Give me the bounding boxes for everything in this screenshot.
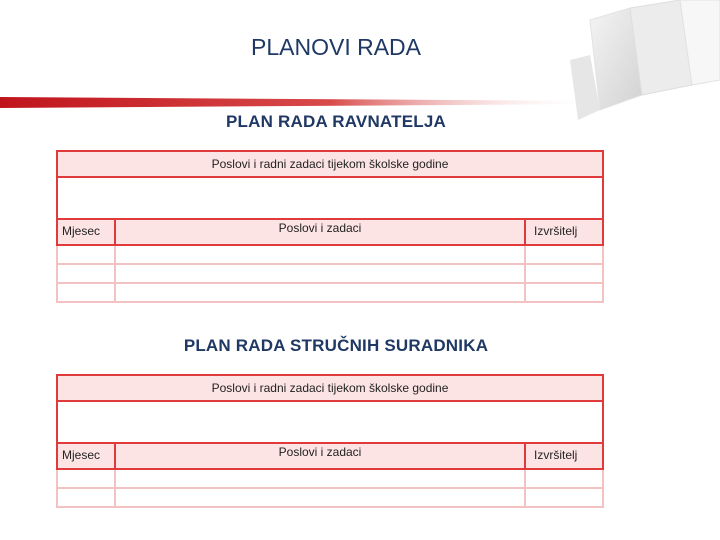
column-header-executor: Izvršitelj <box>525 443 603 469</box>
table-blank-row <box>57 177 603 219</box>
plan-table-ravnatelja <box>56 150 604 303</box>
table-header-row <box>57 375 603 401</box>
red-divider-line <box>0 95 600 109</box>
column-header-month: Mjesec <box>57 219 115 245</box>
column-header-tasks: Poslovi i zadaci <box>115 443 525 469</box>
table-row <box>57 264 603 283</box>
table-row <box>57 488 603 507</box>
table-row <box>57 245 603 264</box>
table-blank-row <box>57 401 603 443</box>
table-header-row <box>57 151 603 177</box>
table-column-header-row <box>57 443 603 469</box>
table-row <box>57 469 603 488</box>
table-row <box>57 283 603 302</box>
table-header-cell: Poslovi i radni zadaci tijekom školske godine <box>57 375 603 401</box>
section-heading-strucnih-suradnika: PLAN RADA STRUČNIH SURADNIKA <box>183 336 489 355</box>
section-heading-ravnatelja: PLAN RADA RAVNATELJA <box>226 112 446 131</box>
table-column-header-row <box>57 219 603 245</box>
column-header-month: Mjesec <box>57 443 115 469</box>
column-header-executor: Izvršitelj <box>525 219 603 245</box>
decorative-blocks-graphic <box>570 0 720 120</box>
slide-title: PLANOVI RADA <box>251 34 421 60</box>
column-header-tasks: Poslovi i zadaci <box>115 219 525 245</box>
table-header-cell: Poslovi i radni zadaci tijekom školske godine <box>57 151 603 177</box>
plan-table-strucnih-suradnika <box>56 374 604 508</box>
